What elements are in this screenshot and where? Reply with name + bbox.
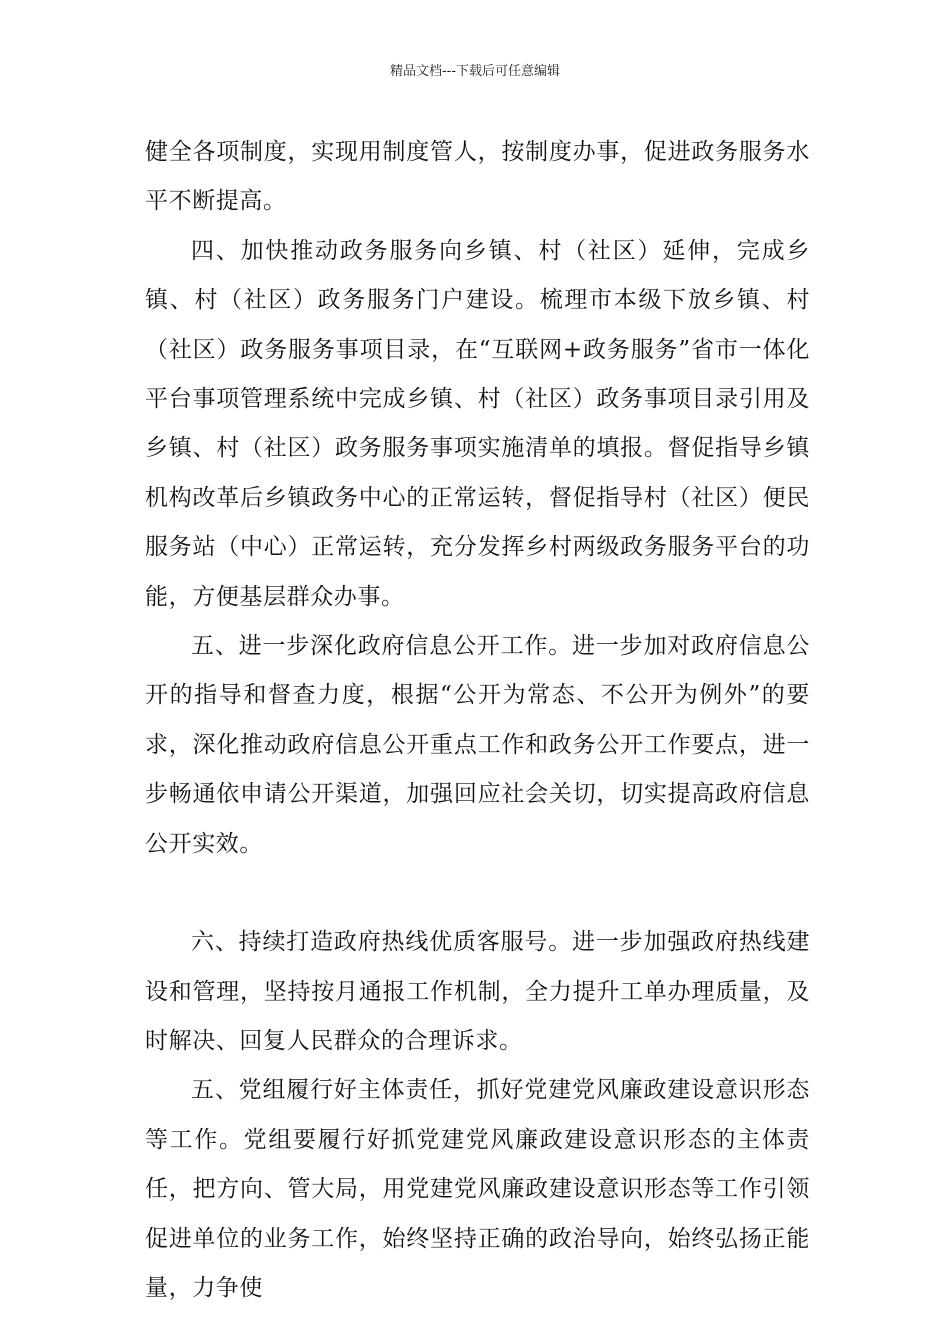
- paragraph-section-5-info-disclosure: 五、进一步深化政府信息公开工作。进一步加对政府信息公开的指导和督查力度，根据“公开为常态、不公开为例外”的要求，深化推动政府信息公开重点工作和政务公开工作要点，进一步畅通依申请公开渠道，加强回应社会关切，切实提高政府信息公开实效。: [145, 633, 810, 857]
- paragraph-section-4: 四、加快推动政务服务向乡镇、村（社区）延伸，完成乡镇、村（社区）政务服务门户建设。梳理市本级下放乡镇、村（社区）政务服务事项目录，在“互联网+政务服务”省市一体化平台事项管理系统中完成乡镇、村（社区）政务事项目录引用及乡镇、村（社区）政务服务事项实施清单的填报。督促指导乡镇机构改革后乡镇政务中心的正常运转，督促指导村（社区）便民服务站（中心）正常运转，充分发挥乡村两级政务服务平台的功能，方便基层群众办事。: [145, 237, 810, 610]
- document-body: [145, 128, 810, 1313]
- paragraph-continuation: 健全各项制度，实现用制度管人，按制度办事，促进政务服务水平不断提高。: [145, 139, 810, 215]
- page-header: 精品文档---下载后可任意编辑: [389, 64, 561, 79]
- paragraph-gap: [145, 869, 810, 918]
- paragraph-section-5-party: 五、党组履行好主体责任，抓好党建党风廉政建设意识形态等工作。党组要履行好抓党建党风廉政建设意识形态的主体责任，把方向、管大局，用党建党风廉政建设意识形态等工作引领促进单位的业务工作，始终坚持正确的政治导向，始终弘扬正能量，力争使: [145, 1077, 810, 1301]
- paragraph-section-6: 六、持续打造政府热线优质客服号。进一步加强政府热线建设和管理，坚持按月通报工作机制，全力提升工单办理质量，及时解决、回复人民群众的合理诉求。: [145, 929, 810, 1054]
